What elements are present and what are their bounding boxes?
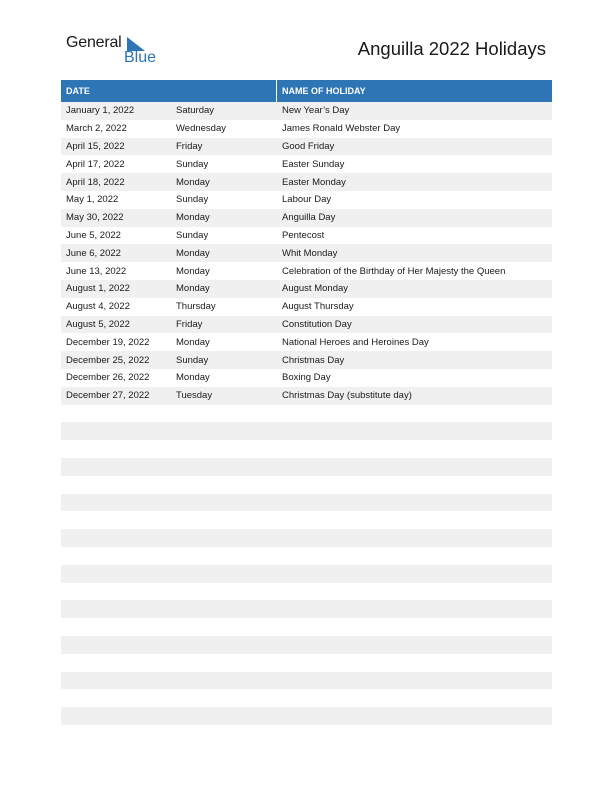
- table-row: [61, 387, 552, 405]
- weekday-cell: Friday: [176, 140, 203, 152]
- table-row: [61, 262, 552, 280]
- weekday-cell: Sunday: [176, 194, 209, 206]
- holiday-name-cell: Anguilla Day: [282, 212, 336, 224]
- table-row: [61, 173, 552, 191]
- weekday-cell: Monday: [176, 176, 210, 188]
- table-header: [61, 80, 552, 102]
- empty-row: [61, 422, 552, 440]
- date-cell: May 1, 2022: [66, 194, 119, 206]
- table-row: [61, 102, 552, 120]
- holiday-name-cell: Easter Monday: [282, 176, 346, 188]
- date-cell: August 4, 2022: [66, 301, 130, 313]
- weekday-cell: Wednesday: [176, 123, 226, 135]
- weekday-cell: Friday: [176, 318, 203, 330]
- weekday-cell: Monday: [176, 265, 210, 277]
- weekday-cell: Monday: [176, 336, 210, 348]
- empty-row: [61, 565, 552, 583]
- logo-text-blue: Blue: [124, 49, 157, 66]
- date-cell: June 5, 2022: [66, 229, 121, 241]
- holiday-name-cell: Boxing Day: [282, 372, 331, 384]
- table-row: [61, 316, 552, 334]
- weekday-cell: Sunday: [176, 354, 209, 366]
- holiday-name-cell: Christmas Day (substitute day): [282, 390, 412, 402]
- weekday-cell: Thursday: [176, 301, 216, 313]
- date-cell: June 13, 2022: [66, 265, 127, 277]
- generalblue-logo: [66, 34, 156, 68]
- table-row: [61, 155, 552, 173]
- weekday-cell: Monday: [176, 283, 210, 295]
- weekday-cell: Monday: [176, 372, 210, 384]
- holiday-name-cell: New Year’s Day: [282, 105, 350, 117]
- empty-row: [61, 636, 552, 654]
- date-cell: April 17, 2022: [66, 158, 125, 170]
- weekday-cell: Monday: [176, 212, 210, 224]
- header-date: DATE: [61, 80, 277, 102]
- empty-row: [61, 672, 552, 690]
- empty-row: [61, 494, 552, 512]
- table-row: [61, 138, 552, 156]
- holiday-name-cell: Celebration of the Birthday of Her Majesty the Queen: [282, 265, 506, 277]
- table-row: [61, 351, 552, 369]
- empty-row: [61, 707, 552, 725]
- empty-row: [61, 529, 552, 547]
- holiday-name-cell: Easter Sunday: [282, 158, 345, 170]
- holiday-name-cell: Labour Day: [282, 194, 332, 206]
- table-body: [61, 102, 552, 405]
- date-cell: December 27, 2022: [66, 390, 150, 402]
- table-row: [61, 191, 552, 209]
- empty-row: [61, 458, 552, 476]
- table-row: [61, 120, 552, 138]
- date-cell: April 15, 2022: [66, 140, 125, 152]
- header-holiday-name: NAME OF HOLIDAY: [282, 86, 366, 96]
- date-cell: December 19, 2022: [66, 336, 150, 348]
- date-cell: May 30, 2022: [66, 212, 124, 224]
- weekday-cell: Saturday: [176, 105, 215, 117]
- table-row: [61, 369, 552, 387]
- holiday-name-cell: Constitution Day: [282, 318, 352, 330]
- holiday-name-cell: Good Friday: [282, 140, 335, 152]
- weekday-cell: Tuesday: [176, 390, 213, 402]
- holiday-name-cell: Whit Monday: [282, 247, 338, 259]
- date-cell: December 25, 2022: [66, 354, 150, 366]
- logo-text-general: General: [66, 34, 122, 51]
- holiday-table: [61, 80, 552, 405]
- date-cell: June 6, 2022: [66, 247, 121, 259]
- table-row: [61, 209, 552, 227]
- page-title: Anguilla 2022 Holidays: [357, 38, 546, 59]
- holiday-name-cell: Pentecost: [282, 229, 325, 241]
- table-row: [61, 298, 552, 316]
- table-row: [61, 280, 552, 298]
- date-cell: January 1, 2022: [66, 105, 135, 117]
- empty-row: [61, 600, 552, 618]
- table-row: [61, 244, 552, 262]
- holiday-name-cell: Christmas Day: [282, 354, 345, 366]
- weekday-cell: Monday: [176, 247, 210, 259]
- table-row: [61, 227, 552, 245]
- weekday-cell: Sunday: [176, 158, 209, 170]
- date-cell: December 26, 2022: [66, 372, 150, 384]
- date-cell: August 5, 2022: [66, 318, 130, 330]
- date-cell: March 2, 2022: [66, 123, 127, 135]
- holiday-name-cell: August Thursday: [282, 301, 354, 313]
- holiday-name-cell: August Monday: [282, 283, 349, 295]
- table-row: [61, 333, 552, 351]
- holiday-name-cell: National Heroes and Heroines Day: [282, 336, 429, 348]
- weekday-cell: Sunday: [176, 229, 209, 241]
- date-cell: August 1, 2022: [66, 283, 130, 295]
- date-cell: April 18, 2022: [66, 176, 125, 188]
- holiday-name-cell: James Ronald Webster Day: [282, 123, 401, 135]
